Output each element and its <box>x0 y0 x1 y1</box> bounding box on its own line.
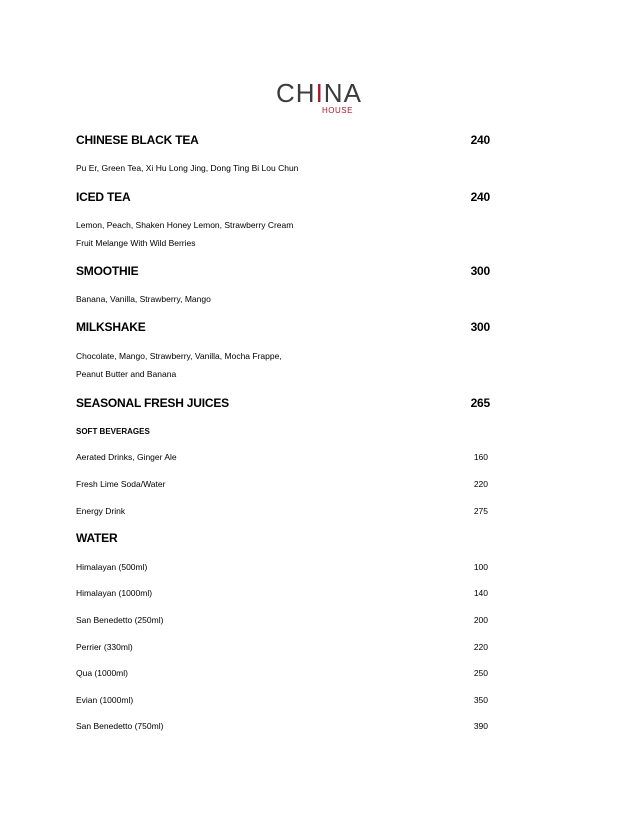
section-description: Pu Er, Green Tea, Xi Hu Long Jing, Dong Ting Bi Lou Chun <box>76 163 299 173</box>
list-item <box>76 588 490 598</box>
item-name: Fresh Lime Soda/Water <box>76 479 166 489</box>
section-description: Chocolate, Mango, Strawberry, Vanilla, Mocha Frappe, <box>76 351 282 361</box>
item-name: Perrier (330ml) <box>76 642 133 652</box>
item-name: Evian (1000ml) <box>76 695 134 705</box>
section-title: ICED TEA <box>76 190 131 204</box>
item-price: 100 <box>473 562 488 572</box>
logo-text-prefix: CH <box>276 78 316 108</box>
item-name: San Benedetto (750ml) <box>76 721 164 731</box>
section-title: MILKSHAKE <box>76 320 146 334</box>
logo-wordmark <box>276 80 362 106</box>
item-price: 350 <box>473 695 488 705</box>
section-price: 240 <box>470 133 490 147</box>
section-seasonal-fresh-juices <box>76 396 490 410</box>
section-title: CHINESE BLACK TEA <box>76 133 199 147</box>
item-name: Energy Drink <box>76 506 126 516</box>
section-price: 265 <box>470 396 490 410</box>
item-name: Aerated Drinks, Ginger Ale <box>76 452 177 462</box>
item-price: 220 <box>473 479 488 489</box>
section-price: 300 <box>470 264 490 278</box>
item-price: 250 <box>473 668 488 678</box>
section-smoothie <box>76 264 490 278</box>
section-chinese-black-tea <box>76 133 490 147</box>
item-name: San Benedetto (250ml) <box>76 615 164 625</box>
section-description: Fruit Melange With Wild Berries <box>76 238 196 248</box>
item-price: 275 <box>473 506 488 516</box>
list-item <box>76 721 490 731</box>
list-item <box>76 562 490 572</box>
logo-text-suffix: NA <box>323 78 362 108</box>
list-item <box>76 695 490 705</box>
item-name: Himalayan (1000ml) <box>76 588 153 598</box>
list-item <box>76 506 490 516</box>
list-item <box>76 479 490 489</box>
item-price: 200 <box>473 615 488 625</box>
section-title: SEASONAL FRESH JUICES <box>76 396 229 410</box>
section-soft-beverages-title: SOFT BEVERAGES <box>76 427 150 436</box>
list-item <box>76 452 490 462</box>
item-price: 140 <box>473 588 488 598</box>
list-item <box>76 615 490 625</box>
section-price: 240 <box>470 190 490 204</box>
section-title: SMOOTHIE <box>76 264 139 278</box>
section-price: 300 <box>470 320 490 334</box>
section-description: Lemon, Peach, Shaken Honey Lemon, Strawberry Cream <box>76 220 294 230</box>
item-name: Qua (1000ml) <box>76 668 128 678</box>
list-item <box>76 668 490 678</box>
section-description: Peanut Butter and Banana <box>76 369 177 379</box>
item-price: 390 <box>473 721 488 731</box>
item-price: 160 <box>473 452 488 462</box>
logo-subtext: HOUSE <box>322 106 353 115</box>
section-milkshake <box>76 320 490 334</box>
logo-text-accent: I <box>315 78 324 108</box>
section-title: WATER <box>76 531 118 545</box>
item-price: 220 <box>473 642 488 652</box>
section-iced-tea <box>76 190 490 204</box>
section-water <box>76 531 490 545</box>
china-house-logo <box>276 80 366 118</box>
list-item <box>76 642 490 652</box>
section-description: Banana, Vanilla, Strawberry, Mango <box>76 294 211 304</box>
item-name: Himalayan (500ml) <box>76 562 148 572</box>
